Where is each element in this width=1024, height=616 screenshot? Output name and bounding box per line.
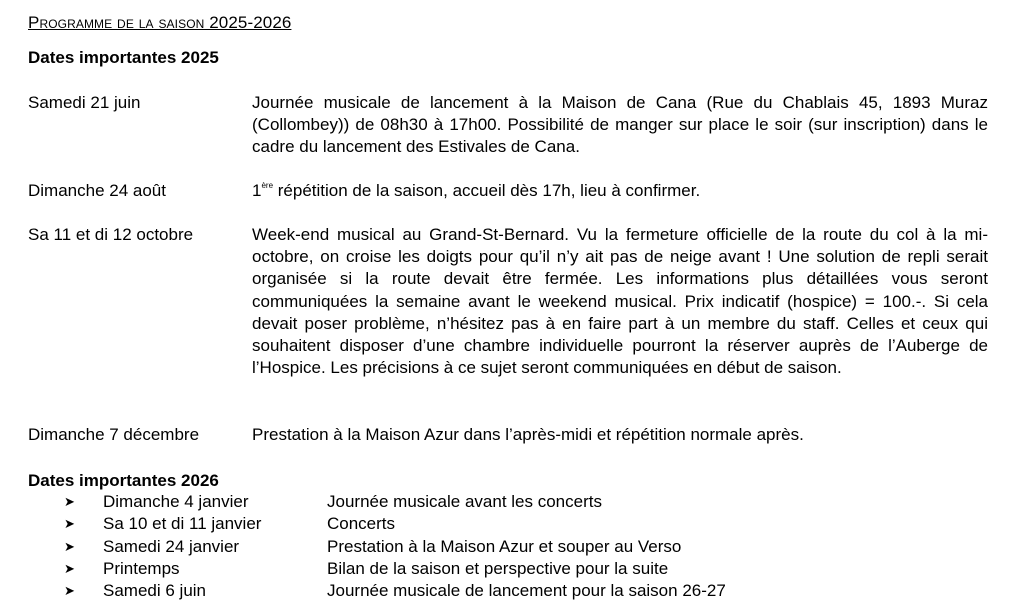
- list-item-description: Journée musicale de lancement pour la saison 26-27: [327, 581, 726, 601]
- list-item-description: Bilan de la saison et perspective pour la suite: [327, 558, 669, 578]
- list-item: [28, 491, 988, 513]
- event-description: [252, 180, 988, 202]
- list-item-description: Concerts: [327, 514, 396, 534]
- ordinal-number: 1: [252, 181, 262, 200]
- arrow-bullet-icon: ➤: [64, 583, 75, 599]
- event-description: Prestation à la Maison Azur dans l’après-midi et répétition normale après.: [252, 425, 804, 444]
- arrow-bullet-icon: ➤: [64, 560, 75, 576]
- list-item-description: Journée musicale avant les concerts: [327, 492, 602, 511]
- list-item: [28, 558, 988, 580]
- list-item-date: Dimanche 4 janvier: [103, 492, 249, 511]
- section-heading-2025: Dates importantes 2025: [28, 48, 219, 67]
- list-item-description: Prestation à la Maison Azur et souper au Verso: [327, 536, 682, 556]
- event-description: Journée musicale de lancement à la Maison de Cana (Rue du Chablais 45, 1893 Muraz (Collombey)) de 08h30 à 17h00. Possibilité de manger sur place le soir (sur inscription) dans le cadre du lancement des Estivales de Cana.: [252, 93, 988, 157]
- dates-2026-list: [28, 491, 988, 602]
- page-title: Programme de la saison 2025-2026: [28, 13, 292, 32]
- ordinal-suffix: ère: [261, 181, 274, 190]
- event-date: Sa 11 et di 12 octobre: [28, 225, 194, 244]
- event-date: Samedi 21 juin: [28, 93, 141, 112]
- arrow-bullet-icon: ➤: [64, 494, 75, 509]
- event-date: Dimanche 24 août: [28, 181, 166, 200]
- section-heading-2026: Dates importantes 2026: [28, 471, 219, 490]
- arrow-bullet-icon: ➤: [64, 538, 75, 554]
- list-item: [28, 580, 988, 602]
- arrow-bullet-icon: ➤: [64, 516, 75, 532]
- list-item: [28, 513, 988, 535]
- list-item-date: Sa 10 et di 11 janvier: [103, 514, 262, 534]
- list-item-date: Samedi 6 juin: [103, 581, 207, 601]
- list-item-date: Samedi 24 janvier: [103, 536, 240, 556]
- list-item: [28, 536, 988, 558]
- list-item-date: Printemps: [103, 558, 180, 578]
- event-date: Dimanche 7 décembre: [28, 425, 200, 444]
- event-description-text: répétition de la saison, accueil dès 17h, lieu à confirmer.: [273, 181, 701, 200]
- event-description: Week-end musical au Grand-St-Bernard. Vu la fermeture officielle de la route du col à la mi-octobre, on croise les doigts pour qu’il n’y ait pas de neige avant ! Une solution de repli serait organisée si la route devait être fermée. Les informations plus détaillées vous seront communiquées la semaine avant le weekend musical. Prix indicatif (hospice) = 100.-. Si cela devait poser problème, n’hésitez pas à en faire part à un membre du staff. Celles et ceux qui souhaitent disposer d’une chambre individuelle pourront la réserver auprès de l’Auberge de l’Hospice. Les précisions à ce sujet seront communiquées en début de saison.: [252, 225, 988, 378]
